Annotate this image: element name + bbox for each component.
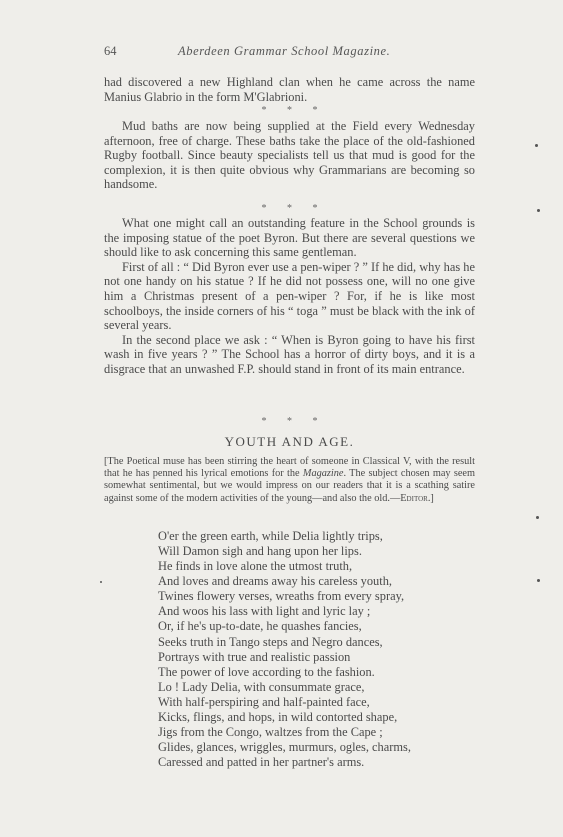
section-separator: * * * <box>261 416 318 427</box>
margin-mark <box>535 144 538 147</box>
intro-text: . The subject chosen may seem somewhat sentimental, but we would impress on our readers that it is a scathing satire against some of the modern activities of the young—and also the old.— <box>104 468 475 504</box>
page-number: 64 <box>104 44 117 58</box>
poem-line: Portrays with true and realistic passion <box>158 649 351 664</box>
poem-line: Kicks, flings, and hops, in wild contorted shape, <box>158 709 398 724</box>
section-separator: * * * <box>261 105 318 116</box>
margin-mark <box>537 209 540 212</box>
margin-mark <box>536 516 539 519</box>
editor-note <box>104 456 475 505</box>
intro-editor: Editor <box>400 492 428 504</box>
page-header <box>104 44 476 60</box>
poem-line: Lo ! Lady Delia, with consummate grace, <box>158 679 365 694</box>
intro-close: .] <box>427 492 434 504</box>
poem-line: With half-perspiring and half-painted face, <box>158 694 370 709</box>
paragraph: What one might call an outstanding feature in the School grounds is the imposing statue of the poet Byron. But there are several questions we should like to ask concerning this same gentleman. <box>104 216 475 260</box>
poem-line: Twines flowery verses, wreaths from every spray, <box>158 589 405 604</box>
poem <box>158 529 411 770</box>
poem-line: Or, if he's up-to-date, he quashes fancies, <box>158 619 362 634</box>
poem-line: Caressed and patted in her partner's arms. <box>158 755 365 770</box>
byron-section <box>104 216 475 377</box>
paragraph: had discovered a new Highland clan when he came across the name Manius Glabrio in the form M'Glabrioni. <box>104 75 475 104</box>
paragraph: First of all : “ Did Byron ever use a pen-wiper ? ” If he did, why has he not one handy on his statue ? If he did not possess one, will no one give him a Christmas present of a pen-wiper ? For, if he is like most schoolboys, the inside corners of his “ toga ” must be black with the ink of several years. <box>104 259 475 333</box>
paragraph: Mud baths are now being supplied at the Field every Wednesday afternoon, free of charge. These baths take the place of the old-fashioned Rugby football. Since beauty specialists tell us that mud is good for the complexion, it is then quite obvious why Grammarians are becoming so handsome. <box>104 119 475 192</box>
poem-line: O'er the green earth, while Delia lightly trips, <box>158 529 383 543</box>
intro-text: [The Poetical muse has been stirring the heart of someone in Classical V, with the result that he has penned his lyrical emotions for the <box>104 456 475 480</box>
paragraph: In the second place we ask : “ When is Byron going to have his first wash in five years ? ” The School has a horror of dirty boys, and it is a disgrace that an unwashed F.P. should stand in front of its main entrance. <box>104 332 475 376</box>
intro-italic: Magazine <box>302 468 344 480</box>
poem-line: And woos his lass with light and lyric lay ; <box>158 604 371 619</box>
paragraph-mud-baths <box>104 119 475 192</box>
margin-mark <box>100 581 102 583</box>
margin-mark <box>537 579 540 582</box>
poem-line: Glides, glances, wriggles, murmurs, ogles, charms, <box>158 740 411 755</box>
poem-title: YOUTH AND AGE. <box>224 434 355 449</box>
paragraph-continuation <box>104 75 475 104</box>
editor-note-text <box>104 456 475 505</box>
poem-line: Will Damon sigh and hang upon her lips. <box>158 544 362 559</box>
poem-line: And loves and dreams away his careless youth, <box>158 574 392 589</box>
poem-line: Jigs from the Congo, waltzes from the Cape ; <box>158 725 383 740</box>
poem-line: Seeks truth in Tango steps and Negro dances, <box>158 634 383 649</box>
section-separator: * * * <box>261 203 318 214</box>
running-title: Aberdeen Grammar School Magazine. <box>178 44 391 58</box>
poem-line: The power of love according to the fashion. <box>158 664 375 679</box>
poem-line: He finds in love alone the utmost truth, <box>158 559 353 574</box>
